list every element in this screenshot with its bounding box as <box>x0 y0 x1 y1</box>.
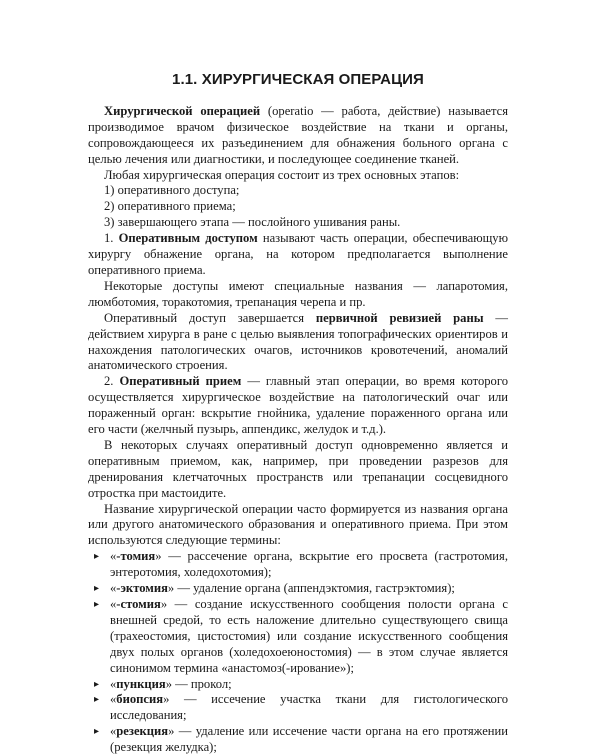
list-item: ▸ «-стомия» — создание искусственного сообщения полости органа с внешней средой, то есть наложение длительно существующего свища (трахеостомия, цистостомия) или создание искусственного сообщения двух полых органов (холедохоеюностомия) — в этом случае является синонимом термина «анастомоз(-ирование»); <box>94 597 508 675</box>
list-item: ▸ «биопсия» — иссечение участка ткани для гистологического исследования; <box>94 692 508 723</box>
bullet-arrow-icon: ▸ <box>94 583 100 595</box>
term-operative-reception: Оперативный прием <box>119 374 242 389</box>
document-page <box>88 72 508 756</box>
terms-list <box>88 549 508 756</box>
term-surgical-operation: Хирургической операцией <box>104 103 261 118</box>
bullet-arrow-icon: ▸ <box>94 694 100 706</box>
term-operative-access: Оперативным доступом <box>118 231 258 246</box>
bullet-arrow-icon: ▸ <box>94 599 100 610</box>
reception-paragraph: 2. Оперативный прием — главный этап операции, во время которого осуществляется хирургическое воздействие на патологический очаг или пораженный орган: вскрытие гнойника, удаление пораженного органа или его части (желчный пузырь, аппендикс, желудок и т.д.). <box>88 374 508 437</box>
intro-paragraph: Хирургической операцией (operatio — работа, действие) называется производимое врачом физическое воздействие на ткани и органы, сопровождающееся их разъединением для обнажения больного органа с целью лечения или диагностики, и последующее соединение тканей. <box>88 103 508 166</box>
bullet-arrow-icon: ▸ <box>94 726 100 738</box>
stage-item-3: 3) завершающего этапа — послойного ушивания раны. <box>104 215 401 230</box>
term-primary-revision: первичной ревизией раны <box>315 310 484 325</box>
stage-item-2: 2) оперативного приема; <box>104 199 236 214</box>
bullet-arrow-icon: ▸ <box>94 678 100 690</box>
list-item: ▸ «-эктомия» — удаление органа (аппендэктомия, гастрэктомия); <box>94 581 455 596</box>
stage-item-1: 1) оперативного доступа; <box>104 183 240 198</box>
revision-paragraph: Оперативный доступ завершается первичной ревизией раны — действием хирурга в ране с целью выявления топографических ориентиров и нахождения патологических очагов, источников кровотечений, аномалий анатомического строения. <box>88 310 508 373</box>
terms-intro-paragraph: Название хирургической операции часто формируется из названия органа или другого анатомического образования и оперативного приема. При этом используются следующие термины: <box>88 501 508 548</box>
some-cases-paragraph: В некоторых случаях оперативный доступ одновременно является и оперативным приемом, как, например, при проведении разрезов для дренирования клетчаточных пространств или трепанации сосцевидного отростка при мастоидите. <box>88 437 508 500</box>
list-item: ▸ «пункция» — прокол; <box>94 676 232 691</box>
stages-intro: Любая хирургическая операция состоит из трех основных этапов: <box>104 167 460 182</box>
list-item: ▸ «резекция» — удаление или иссечение части органа на его протяжении (резекция желудка); <box>94 724 508 755</box>
section-heading: 1.1. ХИРУРГИЧЕСКАЯ ОПЕРАЦИЯ <box>172 71 424 88</box>
access-paragraph: 1. Оперативным доступом называют часть операции, обеспечивающую хирургу обнажение органа, на котором предполагается выполнение оперативного приема. <box>88 231 509 277</box>
bullet-arrow-icon: ▸ <box>94 551 100 563</box>
access-names-paragraph: Некоторые доступы имеют специальные названия — лапаротомия, люмботомия, торакотомия, трепанация черепа и пр. <box>88 278 508 309</box>
list-item: ▸ «-томия» — рассечение органа, вскрытие его просвета (гастротомия, энтеротомия, холедохотомия); <box>94 549 508 580</box>
